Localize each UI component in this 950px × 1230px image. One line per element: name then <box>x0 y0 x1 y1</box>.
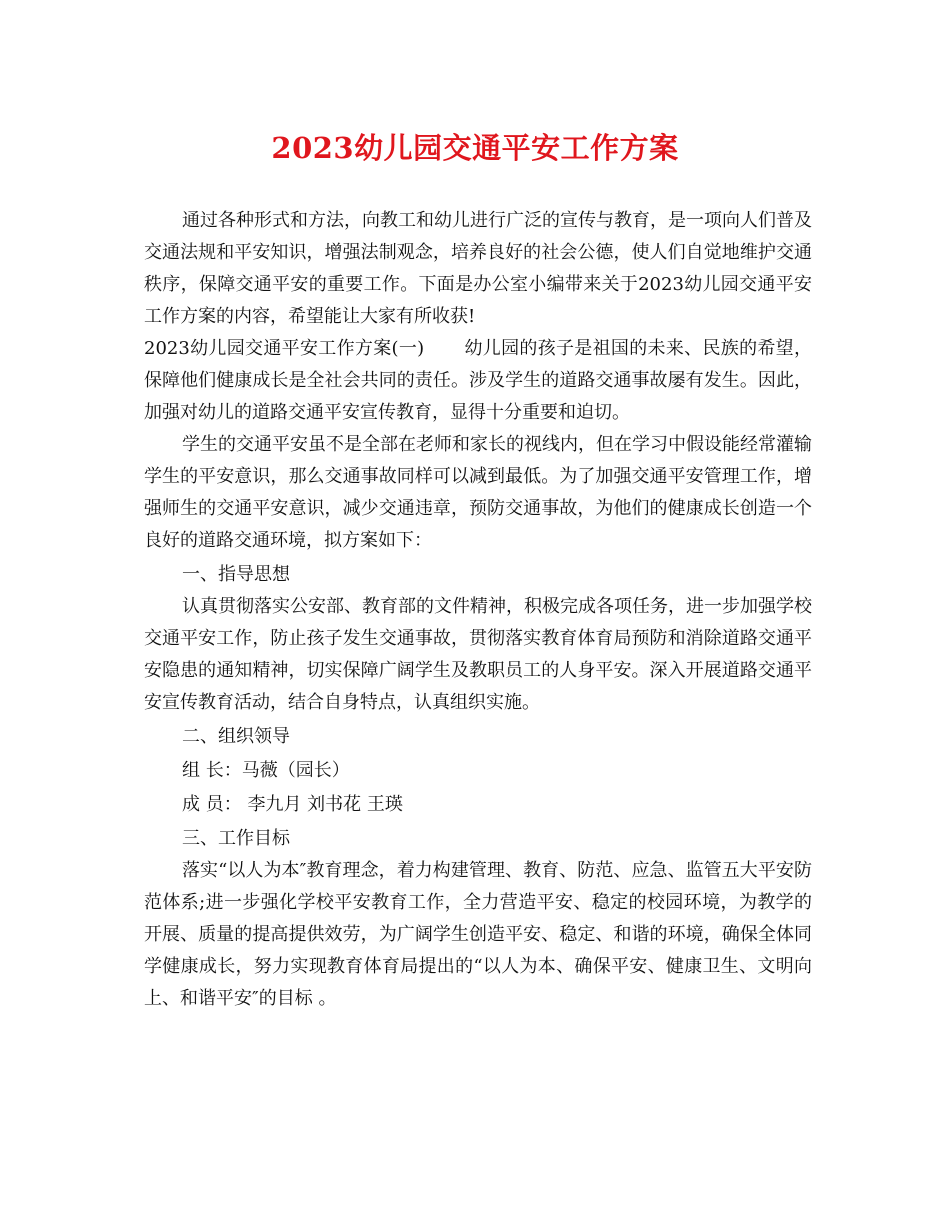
leader-line: 组 长：马薇（园长） <box>182 760 350 781</box>
document-body <box>144 205 812 1015</box>
guiding-paragraph: 认真贯彻落实公安部、教育部的文件精神，积极完成各项任务，进一步加强学校交通平安工作，防止孩子发生交通事故，贯彻落实教育体育局预防和消除道路交通平安隐患的通知精神，切实保障广阔学生及教职员工的人身平安。深入开展道路交通平安宣传教育活动，结合自身特点，认真组织实施。 <box>144 596 812 713</box>
plan-intro-text: 幼儿园的孩子是祖国的未来、民族的希望，保障他们健康成长是全社会共同的责任。涉及学生的道路交通事故屡有发生。因此，加强对幼儿的道路交通平安宣传教育，显得十分重要和迫切。 <box>144 338 812 423</box>
section-heading-goals: 三、工作目标 <box>182 828 290 849</box>
section-heading-guiding: 一、指导思想 <box>182 564 290 585</box>
goals-paragraph: 落实“以人为本″教育理念，着力构建管理、教育、防范、应急、监管五大平安防范体系;进一步强化学校平安教育工作，全力营造平安、稳定的校园环境，为教学的开展、质量的提高提供效劳，为广阔学生创造平安、稳定、和谐的环境，确保全体同学健康成长，努力实现教育体育局提出的“以人为本、确保平安、健康卫生、文明向上、和谐平安″的目标 。 <box>144 860 812 1009</box>
intro-paragraph: 通过各种形式和方法，向教工和幼儿进行广泛的宣传与教育，是一项向人们普及交通法规和平安知识，增强法制观念，培养良好的社会公德，使人们自觉地维护交通秩序，保障交通平安的重要工作。下面是办公室小编带来关于2023幼儿园交通平安工作方案的内容，希望能让大家有所收获! <box>144 210 812 327</box>
section-heading-organization: 二、组织领导 <box>182 726 290 747</box>
document-title: 2023幼儿园交通平安工作方案 <box>271 131 679 165</box>
measures-paragraph: 学生的交通平安虽不是全部在老师和家长的视线内，但在学习中假设能经常灌输学生的平安意识，那么交通事故同样可以减到最低。为了加强交通平安管理工作，增强师生的交通平安意识，减少交通违章，预防交通事故，为他们的健康成长创造一个良好的道路交通环境，拟方案如下： <box>144 434 812 551</box>
members-line: 成 员： 李九月 刘书花 王瑛 <box>182 794 403 815</box>
plan-heading: 2023幼儿园交通平安工作方案(一) <box>144 338 425 359</box>
plan-paragraph <box>144 333 812 429</box>
